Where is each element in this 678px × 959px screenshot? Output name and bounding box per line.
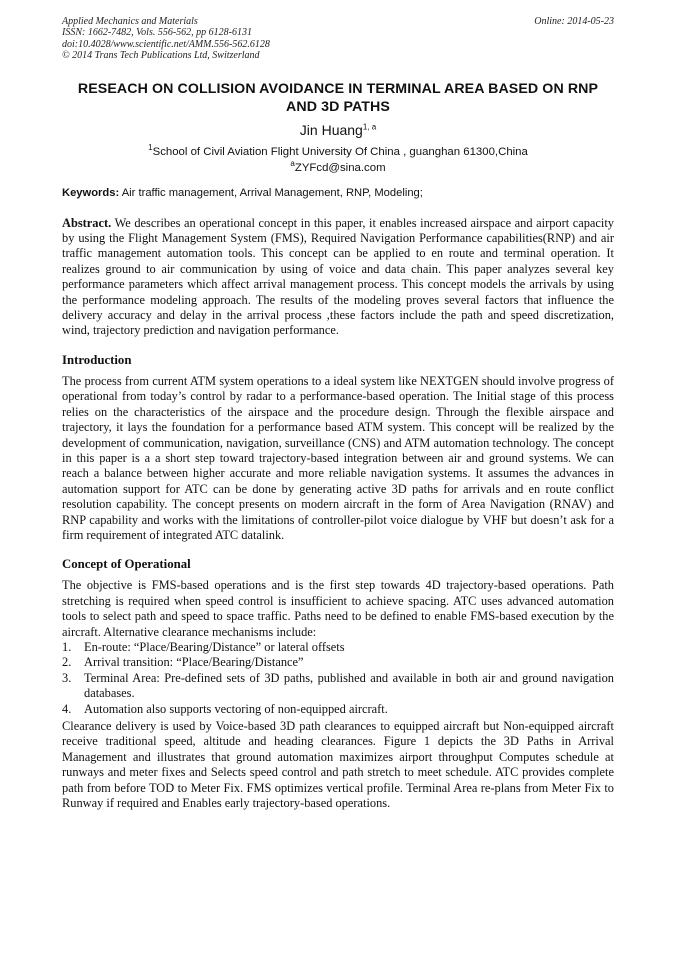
concept-intro-paragraph: The objective is FMS-based operations and is the first step towards 4D trajectory-based operations. Path stretching is required when speed control is insufficient to achieve spacing. ATC uses advanced automation tools to select path and speed to space traffic. Paths need to be defined to enable FMS-based execution by the aircraft. Alternative clearance mechanisms include: bbox=[62, 578, 614, 639]
list-item-text: Arrival transition: “Place/Bearing/Distance” bbox=[84, 655, 304, 670]
list-item bbox=[62, 655, 614, 670]
author-line bbox=[62, 121, 614, 139]
abstract-paragraph bbox=[62, 216, 614, 339]
list-item-text: Automation also supports vectoring of non-equipped aircraft. bbox=[84, 701, 388, 716]
online-date: Online: 2014-05-23 bbox=[534, 16, 614, 27]
introduction-heading: Introduction bbox=[62, 352, 132, 367]
affiliation-text: School of Civil Aviation Flight University Of China , guanghan 61300,China bbox=[152, 145, 528, 158]
paper-page bbox=[62, 16, 614, 811]
keywords-line bbox=[62, 186, 614, 200]
abstract-label: Abstract. bbox=[62, 215, 112, 230]
email-line bbox=[62, 158, 614, 175]
list-item-text: Terminal Area: Pre-defined sets of 3D paths, published and available in both air and ground navigation databases. bbox=[84, 670, 614, 701]
concept-heading: Concept of Operational bbox=[62, 557, 191, 572]
list-item bbox=[62, 671, 614, 702]
keywords-text: Air traffic management, Arrival Management, RNP, Modeling; bbox=[121, 186, 423, 199]
list-item-text: En-route: “Place/Bearing/Distance” or lateral offsets bbox=[84, 639, 345, 654]
author-email: ZYFcd@sina.com bbox=[294, 161, 386, 174]
journal-issn: ISSN: 1662-7482, Vols. 556-562, pp 6128-6131 bbox=[62, 27, 252, 39]
paper-title: RESEACH ON COLLISION AVOIDANCE IN TERMINAL AREA BASED ON RNP AND 3D PATHS bbox=[77, 80, 599, 115]
clearance-mechanism-list bbox=[62, 640, 614, 717]
list-item-number: 4. bbox=[62, 701, 72, 716]
journal-copyright: © 2014 Trans Tech Publications Ltd, Switzerland bbox=[62, 50, 260, 62]
email-superscript: a bbox=[290, 158, 295, 168]
keywords-label: Keywords: bbox=[62, 186, 120, 199]
journal-name: Applied Mechanics and Materials bbox=[62, 16, 198, 27]
abstract-text: We describes an operational concept in this paper, it enables increased airspace and airport capacity by using the Flight Management System (FMS), Required Navigation Performance capabilities(RNP) and air traffic management automation tools. This concept can be applied to en route and terminal operation. It realizes ground to air communication by using of voice and data chain. This paper analyzes several key performance parameters which affect arrival management process. This concept models the arrivals by using the performance modeling approach. The results of the modeling proves several factors that influence the delivery accuracy and delay in the arrival process ,these factors include the path and speed discretization, wind, trajectory prediction and navigation performance. bbox=[62, 215, 614, 338]
list-item-number: 1. bbox=[62, 639, 72, 654]
affiliation-superscript: 1 bbox=[148, 142, 153, 152]
author-name: Jin Huang bbox=[299, 121, 363, 138]
list-item-number: 3. bbox=[62, 670, 72, 685]
author-superscript: 1, a bbox=[362, 121, 377, 131]
affiliation-line bbox=[62, 142, 614, 159]
journal-doi: doi:10.4028/www.scientific.net/AMM.556-562.6128 bbox=[62, 38, 270, 50]
journal-info bbox=[62, 16, 462, 62]
list-item-number: 2. bbox=[62, 655, 72, 670]
list-item bbox=[62, 702, 614, 717]
journal-header bbox=[62, 16, 614, 62]
concept-closing-paragraph: Clearance delivery is used by Voice-based 3D path clearances to equipped aircraft but Non-equipped aircraft receive traditional speed, altitude and heading clearances. Figure 1 depicts the 3D Paths in Arrival Management and illustrates that ground automation maximizes airport throughput Computes schedule at runways and meter fixes and Selects speed control and path stretch to meet schedule. ATC provides complete path from before TOD to Meter Fix. FMS optimizes vertical profile. Terminal Area re-plans from Meter Fix to Runway if required and Enables early trajectory-based operations. bbox=[62, 719, 614, 811]
introduction-paragraph: The process from current ATM system operations to a ideal system like NEXTGEN should involve progress of operational from today’s control by radar to a performance-based operation. The Initial stage of this process relies on the characteristics of the airspace and the procedure design. Through the flexible airspace and trajectory, it lays the foundation for a performance based ATM system. This concept will be realized by the development of communication, navigation, surveillance (CNS) and ATM automation technology. The concept in this paper is a a short step toward trajectory-based integration between air and ground systems. We can reach a balance between higher accurate and more reliable navigation systems. It assumes the advances in automation support for ATC can be done by generating active 3D paths for arrivals and en route conflict resolution capability. The concept presents on modern aircraft in the form of Area Navigation (RNAV) and RNP capability and works with the limitations of controller-pilot voice dialogue by VHF but doesn’t ask for a firm requirement of integrated ATC datalink. bbox=[62, 373, 614, 542]
list-item bbox=[62, 640, 614, 655]
